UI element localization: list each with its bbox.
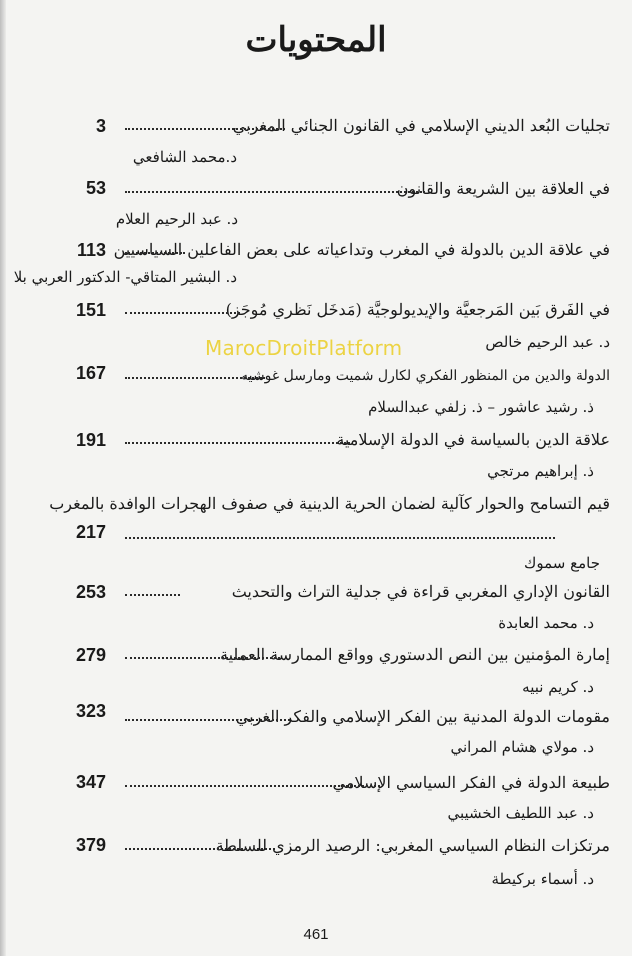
toc-entry-title: تجليات البُعد الديني الإسلامي في القانون الجنائي المغربي bbox=[232, 116, 610, 135]
toc-entry-author: د. أسماء بركيطة bbox=[491, 870, 594, 888]
dot-leader bbox=[125, 594, 180, 596]
toc-entry-title: إمارة المؤمنين بين النص الدستوري وواقع الممارسة العملية bbox=[220, 645, 610, 664]
toc-page-number: 53 bbox=[85, 178, 106, 198]
toc-entry-author: د. كريم نبيه bbox=[522, 678, 594, 696]
dot-leader bbox=[125, 312, 240, 314]
toc-page-number: 379 bbox=[75, 835, 106, 855]
toc-entry-author: جامع سموك bbox=[524, 554, 600, 572]
toc-entry-title: في علاقة الدين بالدولة في المغرب وتداعياته على بعض الفاعلين السياسيين bbox=[113, 240, 610, 259]
toc-entry-author: د. البشير المتاقي- الدكتور العربي بلا bbox=[13, 268, 237, 286]
toc-page-number: 191 bbox=[75, 430, 106, 450]
toc-entry-author: د. عبد اللطيف الخشيبي bbox=[447, 804, 594, 822]
toc-entry-author: ذ. إبراهيم مرتجي bbox=[487, 462, 594, 480]
toc-entry-author: د. عبد الرحيم العلام bbox=[115, 210, 238, 228]
toc-entry-title: مقومات الدولة المدنية بين الفكر الإسلامي والفكر الغربي bbox=[235, 707, 610, 726]
toc-entry-title: طبيعة الدولة في الفكر السياسي الإسلامي bbox=[332, 773, 610, 792]
toc-page-number: 151 bbox=[75, 300, 106, 320]
toc-entry-title: علاقة الدين بالسياسة في الدولة الإسلامية bbox=[336, 430, 610, 449]
dot-leader bbox=[125, 537, 555, 539]
toc-entry-title: الدولة والدين من المنظور الفكري لكارل شميت ومارسل غوشيه bbox=[241, 368, 610, 384]
toc-entry-title: في الفَرق بَين المَرجعيَّة والإيديولوجيَّة (مَدخَل نَظري مُوجَز) bbox=[225, 300, 610, 319]
toc-entry-title: قيم التسامح والحوار كآلية لضمان الحرية الدينية في صفوف الهجرات الوافدة بالمغرب bbox=[49, 494, 610, 513]
toc-entry-author: ذ. رشيد عاشور – ذ. زلفي عبدالسلام bbox=[368, 398, 594, 416]
toc-page-number: 323 bbox=[75, 701, 106, 721]
page-title: المحتويات bbox=[245, 20, 387, 60]
toc-entry-author: د. مولاي هشام المراني bbox=[450, 738, 594, 756]
watermark-text: MarocDroitPlatform bbox=[205, 336, 403, 360]
toc-page-number: 3 bbox=[95, 116, 106, 136]
toc-entry-title: القانون الإداري المغربي قراءة في جدلية التراث والتحديث bbox=[231, 582, 610, 601]
toc-entry-author: د. عبد الرحيم خالص bbox=[485, 333, 610, 351]
toc-page-number: 253 bbox=[75, 582, 106, 602]
toc-page-number: 167 bbox=[75, 363, 106, 383]
toc-page-number: 113 bbox=[76, 240, 106, 260]
toc-page-number: 279 bbox=[75, 645, 106, 665]
dot-leader bbox=[125, 442, 350, 444]
toc-entry-title: مرتكزات النظام السياسي المغربي: الرصيد الرمزي للسلطة bbox=[215, 836, 610, 855]
toc-page-number: 217 bbox=[75, 522, 106, 542]
dot-leader bbox=[125, 252, 185, 254]
dot-leader bbox=[125, 785, 380, 787]
toc-entry-title: في العلاقة بين الشريعة والقانون bbox=[396, 179, 610, 198]
dot-leader bbox=[125, 128, 285, 130]
toc-entry-author: د.محمد الشافعي bbox=[132, 148, 237, 166]
toc-entry-author: د. محمد العابدة bbox=[498, 614, 594, 632]
dot-leader bbox=[125, 377, 265, 379]
dot-leader bbox=[125, 848, 275, 850]
dot-leader bbox=[125, 657, 280, 659]
page-number-folio: 461 bbox=[303, 926, 329, 943]
dot-leader bbox=[125, 191, 425, 193]
dot-leader bbox=[125, 719, 290, 721]
toc-page-number: 347 bbox=[75, 772, 106, 792]
